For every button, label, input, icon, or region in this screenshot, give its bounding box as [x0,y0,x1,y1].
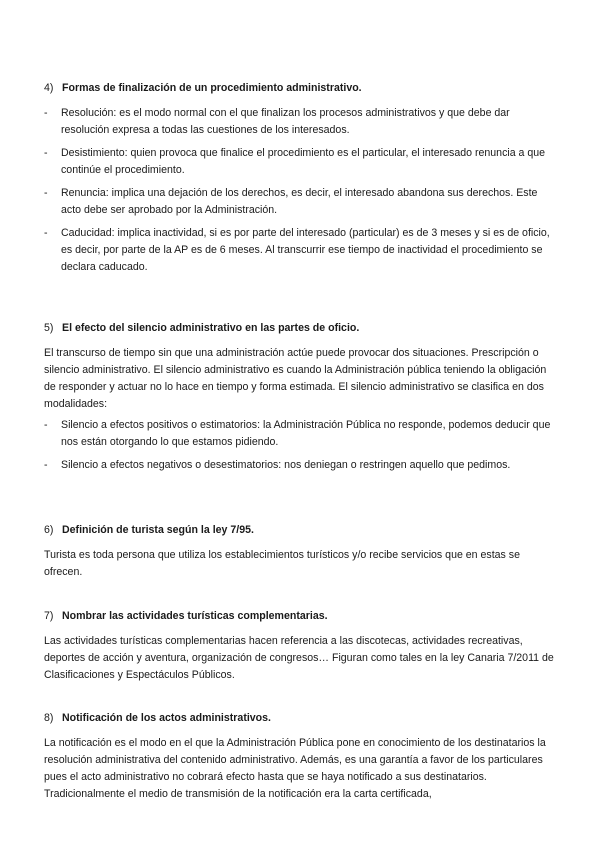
section-number: 4) [44,82,54,94]
section-4 [44,80,554,276]
section-title: El efecto del silencio administrativo en las partes de oficio. [62,322,360,334]
list-item [44,457,554,474]
section-heading [44,608,554,625]
section-title: Notificación de los actos administrativos. [62,712,271,724]
list-item-text: Silencio a efectos negativos o desestimatorios: nos deniegan o restringen aquello que pedimos. [61,459,511,471]
bullet-dash: - [44,419,48,431]
bullet-dash: - [44,187,48,199]
section-8 [44,710,554,803]
list-item [44,225,554,276]
section-title: Nombrar las actividades turísticas complementarias. [62,610,328,622]
list-item [44,417,554,451]
bullet-dash: - [44,227,48,239]
section-heading [44,80,554,97]
section-paragraph: La notificación es el modo en el que la Administración Pública pone en conocimiento de los destinatarios la resolución administrativa del contenido administrativo. Además, es una garantía a favor de los particulares pues el acto administrativo no cobrará efecto hasta que se haya notificado a sus destinatarios. Tradicionalmente el medio de transmisión de la notificación era la carta certificada, [44,737,546,800]
list-item-text: Desistimiento: quien provoca que finalice el procedimiento es el particular, el interesado renuncia a que continúe el procedimiento. [61,147,546,176]
section-heading [44,320,554,337]
list-item [44,145,554,179]
list-item [44,105,554,139]
bullet-dash: - [44,459,48,471]
list-item [44,185,554,219]
list-item-text: Silencio a efectos positivos o estimatorios: la Administración Pública no responde, podemos deducir que nos están otorgando lo que estamos pidiendo. [61,419,551,448]
list-item-text: Caducidad: implica inactividad, si es por parte del interesado (particular) es de 3 meses y si es de oficio, es decir, por parte de la AP es de 6 meses. Al transcurrir ese tiempo de inactividad el procedimiento se declara caducado. [61,227,550,273]
section-5 [44,320,554,474]
section-paragraph: El transcurso de tiempo sin que una administración actúe puede provocar dos situaciones. Prescripción o silencio administrativo. El silencio administrativo es cuando la Administración pública teniendo la obligación de responder y actuar no lo hace en tiempo y forma estimada. El silencio administrativo se clasifica en dos modalidades: [44,347,547,410]
bullet-dash: - [44,107,48,119]
section-6 [44,522,554,581]
section-title: Definición de turista según la ley 7/95. [62,524,254,536]
list-item-text: Resolución: es el modo normal con el que finalizan los procesos administrativos y que debe dar resolución expresa a todas las cuestiones de los interesados. [61,107,510,136]
section-7 [44,608,554,684]
section-number: 8) [44,712,54,724]
section-paragraph: Turista es toda persona que utiliza los establecimientos turísticos y/o recibe servicios que en estas se ofrecen. [44,549,520,578]
list-item-text: Renuncia: implica una dejación de los derechos, es decir, el interesado abandona sus derechos. Este acto debe ser aprobado por la Administración. [61,187,538,216]
section-heading [44,522,554,539]
section-title: Formas de finalización de un procedimiento administrativo. [62,82,362,94]
section-number: 7) [44,610,54,622]
section-number: 5) [44,322,54,334]
section-number: 6) [44,524,54,536]
section-paragraph: Las actividades turísticas complementarias hacen referencia a las discotecas, actividades recreativas, deportes de acción y aventura, organización de congresos… Figuran como tales en la ley Canaria 7/2011 de Clasificaciones y Espectáculos Públicos. [44,635,554,681]
section-heading [44,710,554,727]
bullet-dash: - [44,147,48,159]
